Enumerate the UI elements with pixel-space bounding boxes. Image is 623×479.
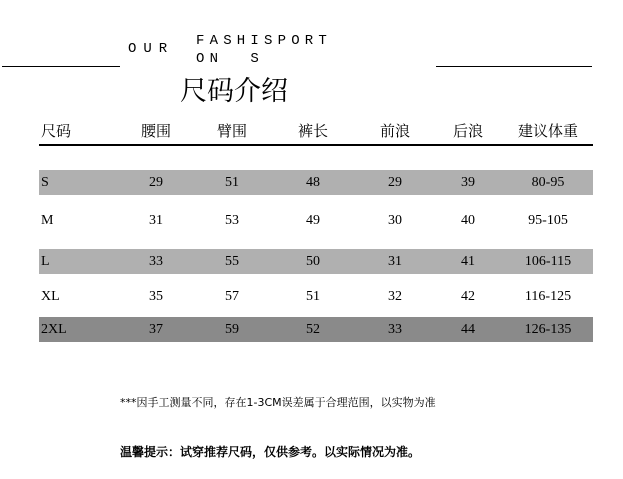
- header-left-rule: [2, 66, 120, 67]
- cell-waist: 37: [149, 322, 163, 337]
- cell-waist: 31: [149, 213, 163, 228]
- cell-back-rise: 42: [461, 289, 475, 304]
- cell-length: 51: [306, 289, 320, 304]
- cell-size: 2XL: [41, 322, 67, 337]
- cell-front-rise: 31: [388, 254, 402, 269]
- cell-size: S: [41, 175, 49, 190]
- header-back-rise: 后浪: [452, 122, 484, 140]
- header-right-rule: [436, 66, 592, 67]
- table-row: [39, 317, 593, 342]
- cell-arm: 53: [225, 213, 239, 228]
- size-chart-title: 尺码介绍: [180, 76, 288, 107]
- cell-back-rise: 41: [461, 254, 475, 269]
- header-waist: 腰围: [140, 122, 172, 140]
- size-table-header: [39, 118, 593, 146]
- header-size: 尺码: [41, 122, 72, 140]
- cell-arm: 51: [225, 175, 239, 190]
- table-row: [39, 170, 593, 195]
- table-row: [39, 249, 593, 274]
- cell-arm: 55: [225, 254, 239, 269]
- cell-weight: 106-115: [524, 254, 572, 269]
- header-weight: 建议体重: [517, 122, 579, 140]
- cell-size: L: [41, 254, 50, 269]
- cell-arm: 59: [225, 322, 239, 337]
- cell-weight: 116-125: [524, 289, 572, 304]
- brand-line-1: FASHISPORT: [196, 33, 333, 49]
- cell-waist: 29: [149, 175, 163, 190]
- cell-front-rise: 33: [388, 322, 402, 337]
- cell-weight: 80-95: [531, 175, 565, 190]
- cell-length: 49: [306, 213, 320, 228]
- header-arm: 臂围: [216, 122, 248, 140]
- cell-arm: 57: [225, 289, 239, 304]
- cell-length: 52: [306, 322, 320, 337]
- cell-length: 48: [306, 175, 320, 190]
- cell-front-rise: 29: [388, 175, 402, 190]
- cell-size: M: [41, 213, 54, 228]
- cell-weight: 126-135: [524, 322, 572, 337]
- brand-our-text: OUR: [128, 41, 175, 57]
- cell-length: 50: [306, 254, 320, 269]
- fitting-tip: 温馨提示：试穿推荐尺码，仅供参考。以实际情况为准。: [120, 445, 421, 459]
- header-front-rise: 前浪: [379, 122, 411, 140]
- cell-front-rise: 30: [388, 213, 402, 228]
- cell-front-rise: 32: [388, 289, 402, 304]
- cell-waist: 35: [149, 289, 163, 304]
- cell-weight: 95-105: [528, 213, 568, 228]
- cell-back-rise: 40: [461, 213, 475, 228]
- cell-waist: 33: [149, 254, 163, 269]
- size-table: [39, 118, 593, 337]
- brand-line-2: ON S: [196, 51, 265, 67]
- table-row: [39, 208, 593, 233]
- table-row: [39, 284, 593, 309]
- measurement-note: ***因手工测量不同，存在1-3CM误差属于合理范围，以实物为准: [120, 396, 436, 409]
- cell-size: XL: [41, 289, 60, 304]
- cell-back-rise: 39: [461, 175, 475, 190]
- cell-back-rise: 44: [461, 322, 475, 337]
- header-length: 裤长: [297, 122, 329, 140]
